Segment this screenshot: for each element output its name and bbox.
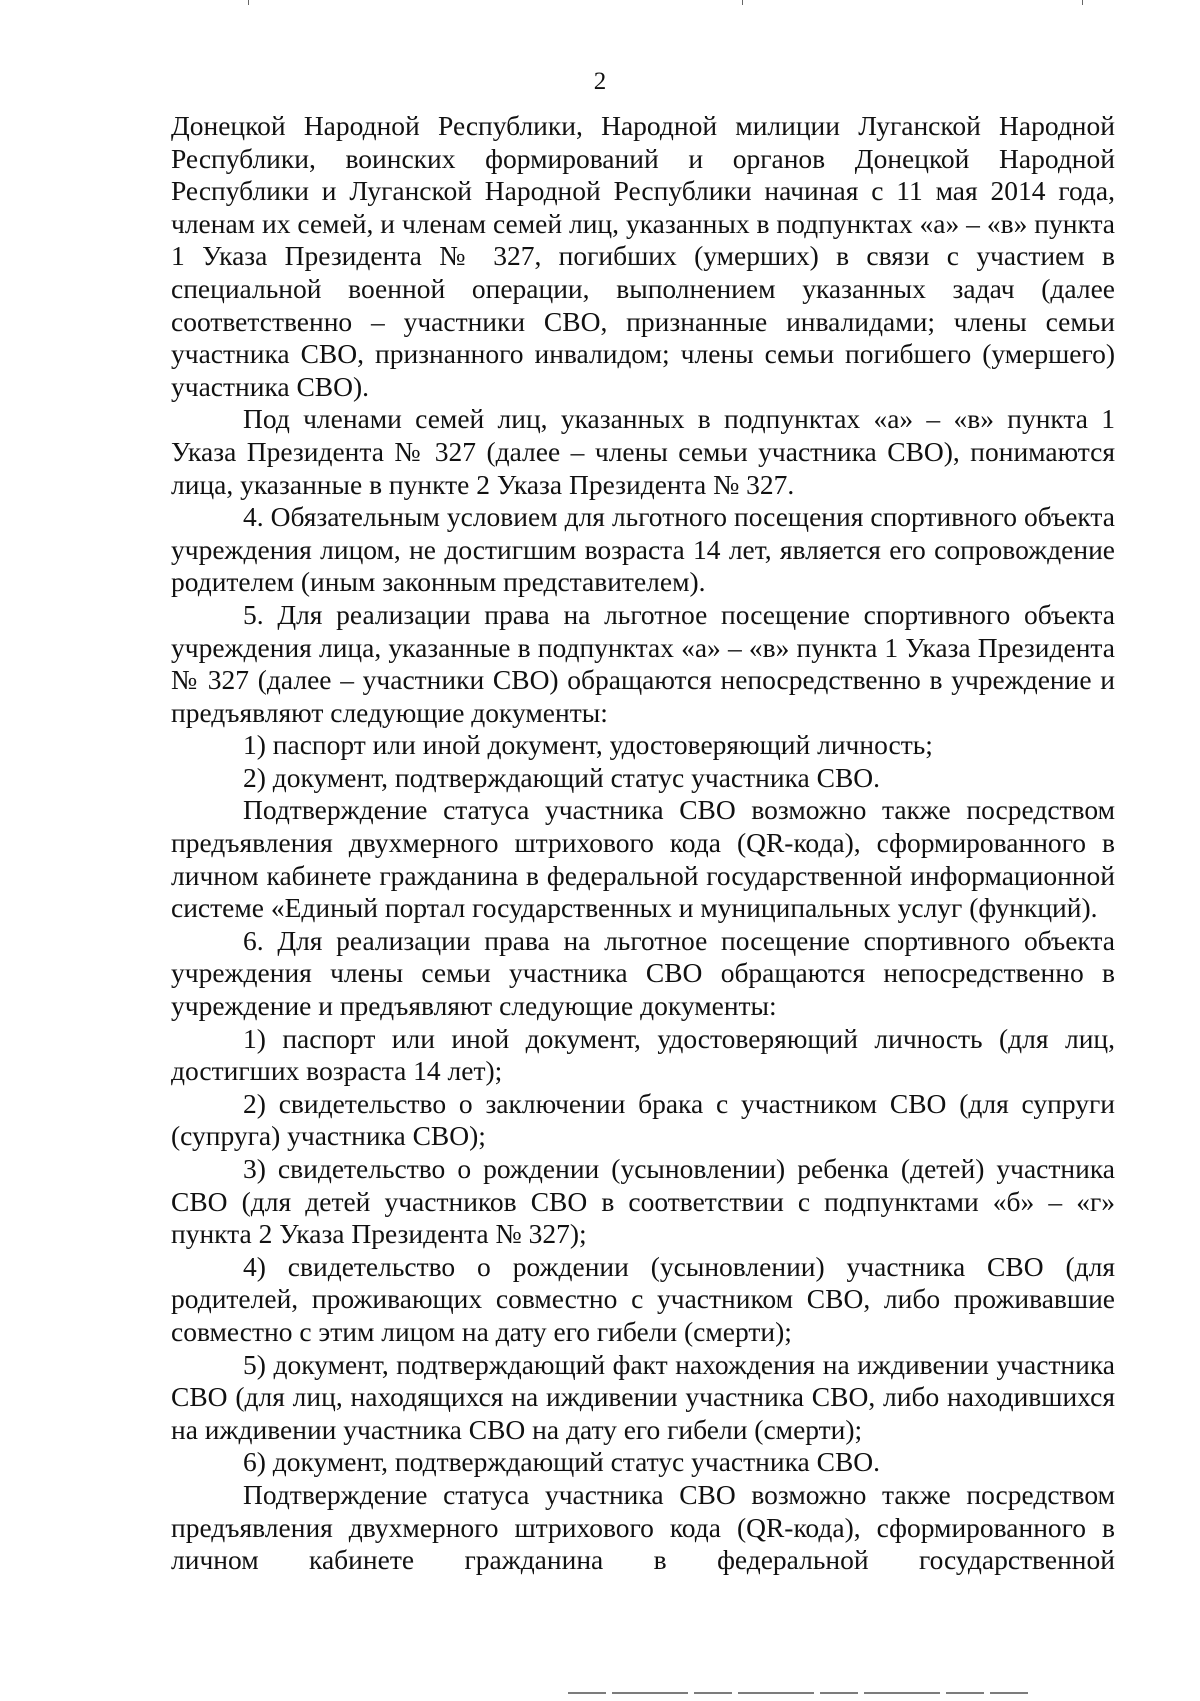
- list-item-5-1: 1) паспорт или иной документ, удостоверяющий личность;: [243, 729, 933, 761]
- scan-mark: [1082, 0, 1083, 5]
- list-item-6-3: 3) свидетельство о рождении (усыновлении) ребенка (детей) участника СВО (для детей участников СВО в соответствии с подпунктами «б» – «г» пункта 2 Указа Президента № 327);: [171, 1153, 1115, 1250]
- scan-mark: [742, 0, 743, 5]
- list-item-6-6: 6) документ, подтверждающий статус участника СВО.: [243, 1446, 881, 1478]
- paragraph-qr-confirmation: Подтверждение статуса участника СВО возможно также посредством предъявления двухмерного штрихового кода (QR-кода), сформированного в личном кабинете гражданина в федеральной государственной информационной системе «Единый портал государственных и муниципальных услуг (функций).: [171, 794, 1115, 924]
- list-item-6-4: 4) свидетельство о рождении (усыновлении) участника СВО (для родителей, проживающих совместно с участником СВО, либо проживавшие совместно с этим лицом на дату его гибели (смерти);: [171, 1250, 1115, 1347]
- paragraph-qr-confirmation-2: Подтверждение статуса участника СВО возможно также посредством предъявления двухмерного штрихового кода (QR-кода), сформированного в личном кабинете гражданина в федеральной государственной: [171, 1478, 1115, 1576]
- list-item-6-1: 1) паспорт или иной документ, удостоверяющий личность (для лиц, достигших возраста 14 лет);: [171, 1022, 1115, 1087]
- document-body: [171, 110, 1115, 1577]
- list-item-6-2: 2) свидетельство о заключении брака с участником СВО (для супруги (супруга) участника СВО);: [171, 1087, 1115, 1152]
- scan-edge-marks: [0, 0, 1200, 6]
- paragraph-item-5: 5. Для реализации права на льготное посещение спортивного объекта учреждения лица, указанные в подпунктах «а» – «в» пункта 1 Указа Президента № 327 (далее – участники СВО) обращаются непосредственно в учреждение и предъявляют следующие документы:: [171, 598, 1115, 728]
- list-item-6-5: 5) документ, подтверждающий факт нахождения на иждивении участника СВО (для лиц, находящихся на иждивении участника СВО, либо находившихся на иждивении участника СВО на дату его гибели (смерти);: [171, 1348, 1115, 1445]
- page-number: 2: [593, 68, 607, 95]
- paragraph-item-6: 6. Для реализации права на льготное посещение спортивного объекта учреждения члены семьи участника СВО обращаются непосредственно в учреждение и предъявляют следующие документы:: [171, 924, 1115, 1022]
- paragraph-item-4: 4. Обязательным условием для льготного посещения спортивного объекта учреждения лицом, не достигшим возраста 14 лет, является его сопровождение родителем (иным законным представителем).: [171, 501, 1115, 598]
- scan-mark: [248, 0, 249, 5]
- list-item-5-2: 2) документ, подтверждающий статус участника СВО.: [243, 761, 881, 793]
- paragraph-family-definition: Под членами семей лиц, указанных в подпунктах «а» – «в» пункта 1 Указа Президента № 327 (далее – члены семьи участника СВО), понимаются лица, указанные в пункте 2 Указа Президента № 327.: [171, 403, 1115, 500]
- scan-bottom-rule: [568, 1692, 1028, 1694]
- paragraph-continuation: Донецкой Народной Республики, Народной милиции Луганской Народной Республики, воинских формирований и органов Донецкой Народной Республики и Луганской Народной Республики начиная с 11 мая 2014 года, членам их семей, и членам семей лиц, указанных в подпунктах «а» – «в» пункта 1 Указа Президента № 327, погибших (умерших) в связи с участием в специальной военной операции, выполнением указанных задач (далее соответственно – участники СВО, признанные инвалидами; члены семьи участника СВО, признанного инвалидом; члены семьи погибшего (умершего) участника СВО).: [171, 110, 1115, 402]
